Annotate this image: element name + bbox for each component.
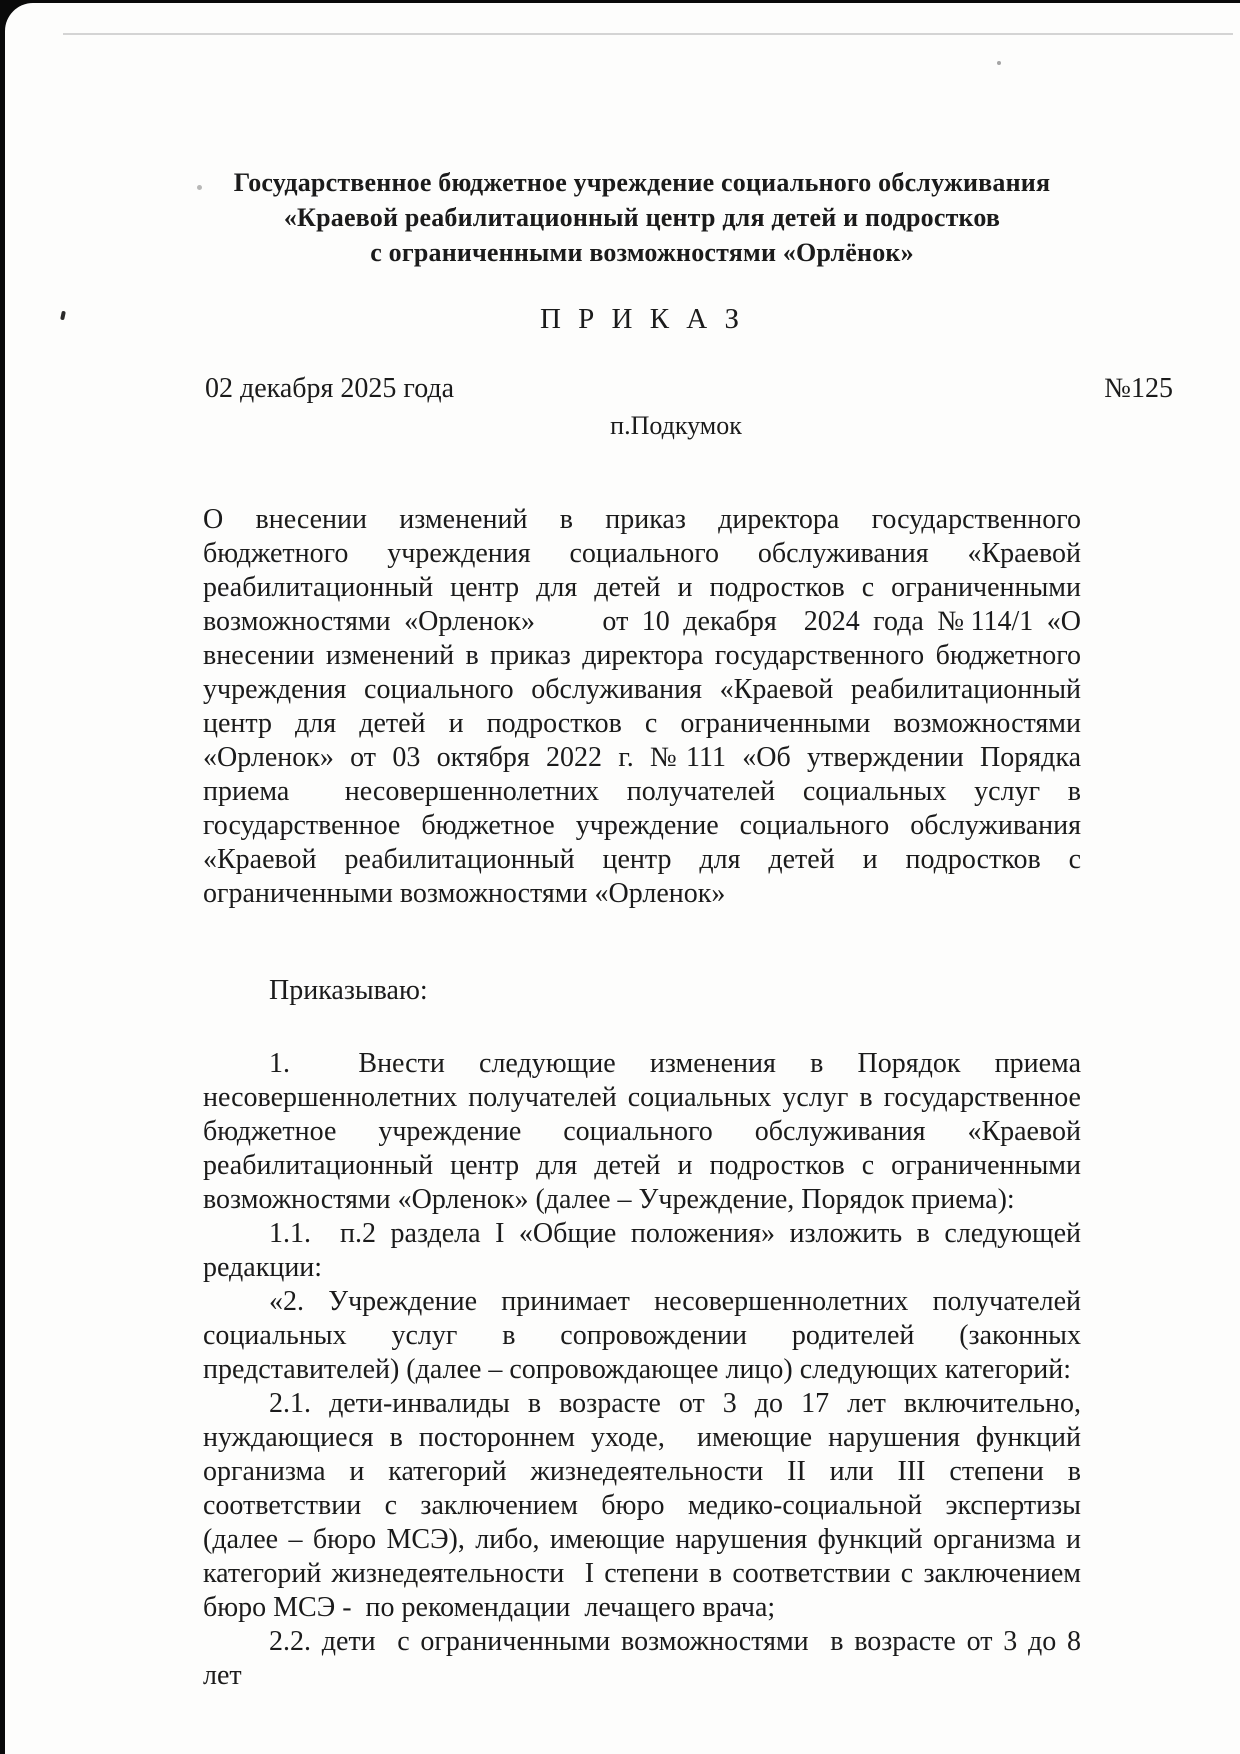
- order-item-1: 1. Внести следующие изменения в Порядок приема несовершеннолетних получателей социальных услуг в государственное бюджетное учреждение социального обслуживания «Краевой реабилитационный центр для детей и подростков с ограниченными возможностями «Орленок» (далее – Учреждение, Порядок приема):: [203, 1048, 1081, 1215]
- organization-name-line3: с ограниченными возможностями «Орлёнок»: [370, 238, 914, 267]
- document-subject-paragraph: О внесении изменений в приказ директора государственного бюджетного учреждения социального обслуживания «Краевой реабилитационный центр для детей и подростков с ограниченными возможностями «Орленок» от 10 декабря 2024 года №114/1 «О внесении изменений в приказ директора государственного бюджетного учреждения социального обслуживания «Краевой реабилитационный центр для детей и подростков с ограниченными возможностями «Орленок» от 03 октября 2022 г. №111 «Об утверждении Порядка приема несовершеннолетних получателей социальных услуг в государственное бюджетное учреждение социального обслуживания «Краевой реабилитационный центр для детей и подростков с ограниченными возможностями «Орленок»: [203, 504, 1081, 909]
- order-item-1-1: 1.1. п.2 раздела I «Общие положения» изложить в следующей редакции:: [203, 1218, 1081, 1283]
- document-number: №125: [1104, 373, 1173, 404]
- organization-name-line2: «Краевой реабилитационный центр для детей и подростков: [283, 203, 1001, 232]
- scan-artifact-speck: [60, 311, 66, 321]
- order-item-2-1: 2.1. дети-инвалиды в возрасте от 3 до 17 лет включительно, нуждающиеся в постороннем уходе, имеющие нарушения функций организма и категорий жизнедеятельности II или III степени в соответствии с заключением бюро медико-социальной экспертизы (далее – бюро МСЭ), либо, имеющие нарушения функций организма и категорий жизнедеятельности I степени в соответствии с заключением бюро МСЭ - по рекомендации лечащего врача;: [203, 1388, 1081, 1623]
- order-item-quoted-2: «2. Учреждение принимает несовершеннолетних получателей социальных услуг в сопровождении родителей (законных представителей) (далее – сопровождающее лицо) следующих категорий:: [203, 1286, 1081, 1385]
- scanned-page: [5, 3, 1240, 1754]
- document-type-title: П Р И К А З: [539, 303, 745, 335]
- organization-name: [203, 165, 1081, 270]
- date-number-row: [205, 373, 1173, 405]
- document-place: п.Подкумок: [610, 411, 742, 440]
- document-date: 02 декабря 2025 года: [205, 373, 455, 404]
- organization-name-line1: Государственное бюджетное учреждение социального обслуживания: [233, 168, 1051, 197]
- scan-artifact-speck: [197, 185, 202, 190]
- resolution-word: Приказываю:: [269, 975, 428, 1006]
- order-items: [203, 1047, 1081, 1693]
- scan-artifact-speck: [997, 61, 1001, 65]
- order-item-2-2: 2.2. дети с ограниченными возможностями в возрасте от 3 до 8 лет: [203, 1626, 1081, 1691]
- scan-artifact-topline: [63, 33, 1233, 35]
